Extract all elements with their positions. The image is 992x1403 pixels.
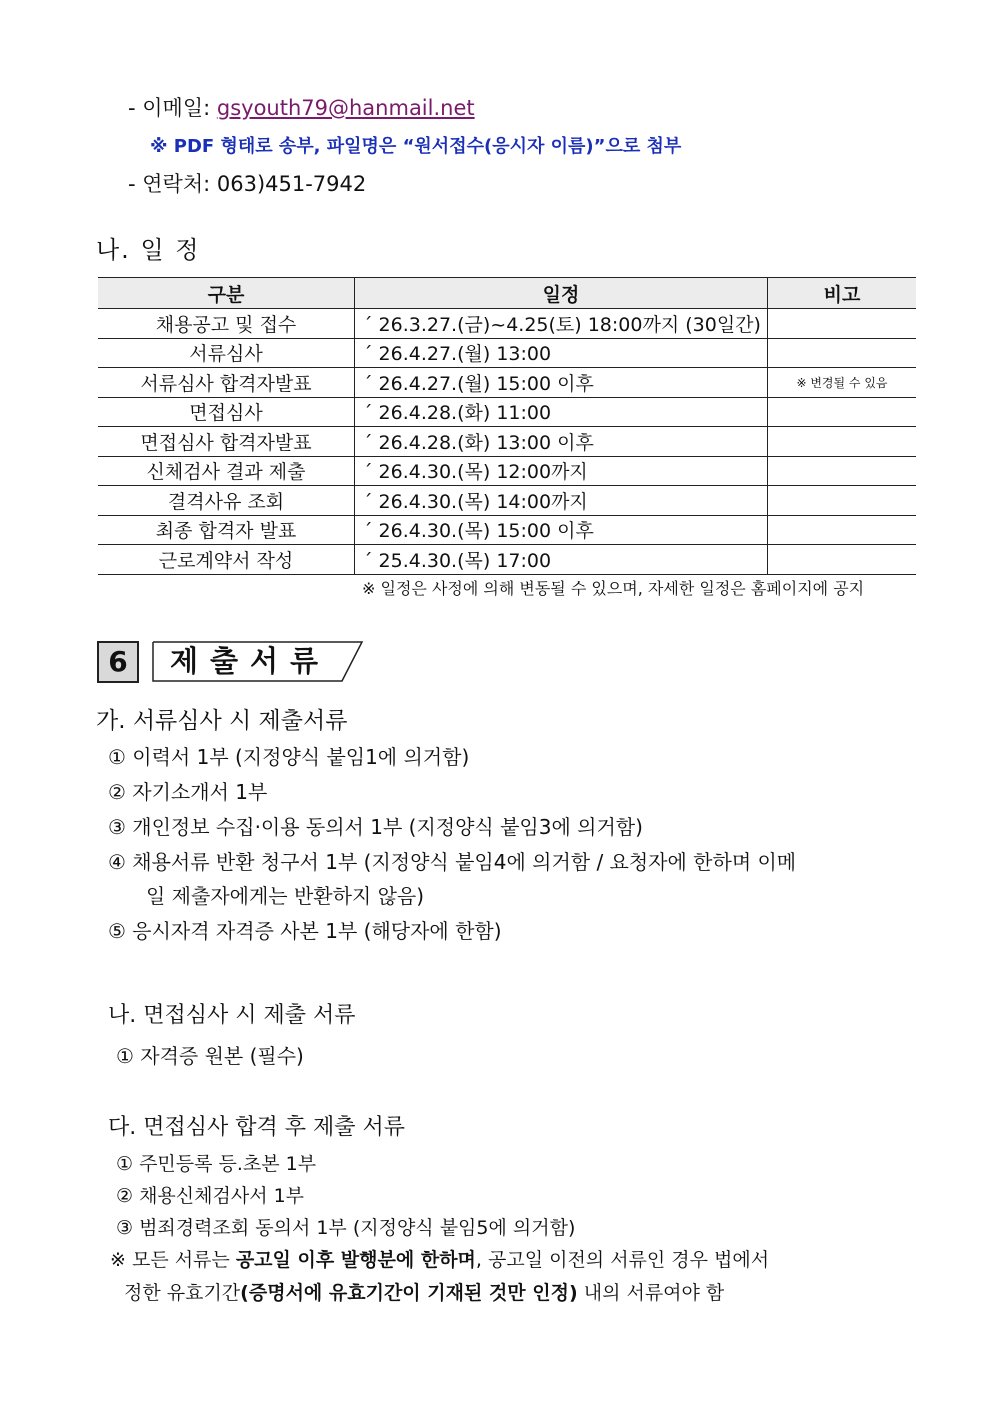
row-date: ´ 26.4.28.(화) 13:00 이후 bbox=[355, 427, 768, 457]
note-bold-1: 공고일 이후 발행분에 한하며 bbox=[235, 1249, 476, 1271]
email-link[interactable]: gsyouth79@hanmail.net bbox=[216, 96, 475, 120]
table-row bbox=[98, 456, 916, 486]
table-row bbox=[98, 515, 916, 545]
list-item: ③ 범죄경력조회 동의서 1부 (지정양식 붙임5에 의거함) bbox=[116, 1217, 576, 1239]
schedule-header-row bbox=[98, 278, 916, 309]
row-note bbox=[768, 545, 917, 575]
row-note bbox=[768, 427, 917, 457]
section-title-box bbox=[152, 641, 362, 681]
row-category: 최종 합격자 발표 bbox=[98, 515, 355, 545]
list-item: ⑤ 응시자격 자격증 사본 1부 (해당자에 한함) bbox=[108, 919, 502, 943]
validity-note-line1 bbox=[110, 1245, 769, 1272]
list-item-continued: 일 제출자에게는 반환하지 않음) bbox=[146, 884, 425, 908]
note-mid: , 공고일 이전의 서류인 경우 법에서 bbox=[475, 1249, 770, 1271]
phone-line bbox=[128, 168, 366, 198]
row-note bbox=[768, 397, 917, 427]
row-category: 채용공고 및 접수 bbox=[98, 309, 355, 339]
validity-note-line2 bbox=[124, 1278, 724, 1305]
list-item: ① 이력서 1부 (지정양식 붙임1에 의거함) bbox=[108, 745, 470, 769]
header-note: 비고 bbox=[768, 278, 917, 309]
row-date: ´ 26.4.28.(화) 11:00 bbox=[355, 397, 768, 427]
row-category: 근로계약서 작성 bbox=[98, 545, 355, 575]
list-item: ② 자기소개서 1부 bbox=[108, 780, 268, 804]
note-bold-2: (증명서에 유효기간이 기재된 것만 인정) bbox=[240, 1282, 578, 1304]
row-date: ´ 26.3.27.(금)~4.25(토) 18:00까지 (30일간) bbox=[355, 309, 768, 339]
row-category: 면접심사 bbox=[98, 397, 355, 427]
phone-value: 063)451-7942 bbox=[216, 172, 367, 196]
row-category: 면접심사 합격자발표 bbox=[98, 427, 355, 457]
table-row bbox=[98, 397, 916, 427]
doc-c-heading: 다. 면접심사 합격 후 제출 서류 bbox=[108, 1115, 405, 1140]
row-category: 결격사유 조회 bbox=[98, 486, 355, 516]
table-row bbox=[98, 486, 916, 516]
row-category: 서류심사 bbox=[98, 338, 355, 368]
table-row bbox=[98, 338, 916, 368]
row-date: ´ 26.4.30.(목) 12:00까지 bbox=[355, 456, 768, 486]
row-note bbox=[768, 515, 917, 545]
row-note bbox=[768, 456, 917, 486]
email-note: ※ PDF 형태로 송부, 파일명은 “원서접수(응시자 이름)”으로 첨부 bbox=[150, 136, 682, 157]
list-item: ① 자격증 원본 (필수) bbox=[116, 1044, 304, 1068]
row-note bbox=[768, 338, 917, 368]
table-row bbox=[98, 427, 916, 457]
header-date: 일정 bbox=[355, 278, 768, 309]
schedule-footnote: ※ 일정은 사정에 의해 변동될 수 있으며, 자세한 일정은 홈페이지에 공지 bbox=[362, 579, 865, 598]
row-note bbox=[768, 309, 917, 339]
row-date: ´ 26.4.27.(월) 15:00 이후 bbox=[355, 368, 768, 398]
row-date: ´ 26.4.30.(목) 14:00까지 bbox=[355, 486, 768, 516]
phone-label: - 연락처: bbox=[128, 172, 211, 196]
header-category: 구분 bbox=[98, 278, 355, 309]
section-number-box: 6 bbox=[97, 641, 139, 683]
doc-a-heading: 가. 서류심사 시 제출서류 bbox=[96, 708, 348, 734]
email-label: - 이메일: bbox=[128, 96, 211, 120]
row-date: ´ 26.4.30.(목) 15:00 이후 bbox=[355, 515, 768, 545]
table-row bbox=[98, 368, 916, 398]
email-line bbox=[128, 92, 475, 122]
list-item: ④ 채용서류 반환 청구서 1부 (지정양식 붙임4에 의거함 / 요청자에 한하며 이메 bbox=[108, 850, 797, 874]
note-suffix: 내의 서류여야 함 bbox=[577, 1282, 725, 1304]
table-row bbox=[98, 309, 916, 339]
note-line2-prefix: 정한 유효기간 bbox=[124, 1282, 241, 1304]
row-note: ※ 변경될 수 있음 bbox=[768, 368, 917, 398]
schedule-table bbox=[98, 277, 916, 575]
list-item: ① 주민등록 등.초본 1부 bbox=[116, 1153, 317, 1175]
list-item: ③ 개인정보 수집·이용 동의서 1부 (지정양식 붙임3에 의거함) bbox=[108, 815, 643, 839]
row-note bbox=[768, 486, 917, 516]
table-row bbox=[98, 545, 916, 575]
list-item: ② 채용신체검사서 1부 bbox=[116, 1185, 305, 1207]
note-prefix: ※ 모든 서류는 bbox=[110, 1249, 236, 1271]
row-date: ´ 26.4.27.(월) 13:00 bbox=[355, 338, 768, 368]
section-title: 제출서류 bbox=[170, 644, 331, 678]
schedule-heading: 나. 일 정 bbox=[96, 236, 201, 264]
doc-b-heading: 나. 면접심사 시 제출 서류 bbox=[108, 1003, 356, 1028]
row-category: 신체검사 결과 제출 bbox=[98, 456, 355, 486]
row-category: 서류심사 합격자발표 bbox=[98, 368, 355, 398]
row-date: ´ 25.4.30.(목) 17:00 bbox=[355, 545, 768, 575]
